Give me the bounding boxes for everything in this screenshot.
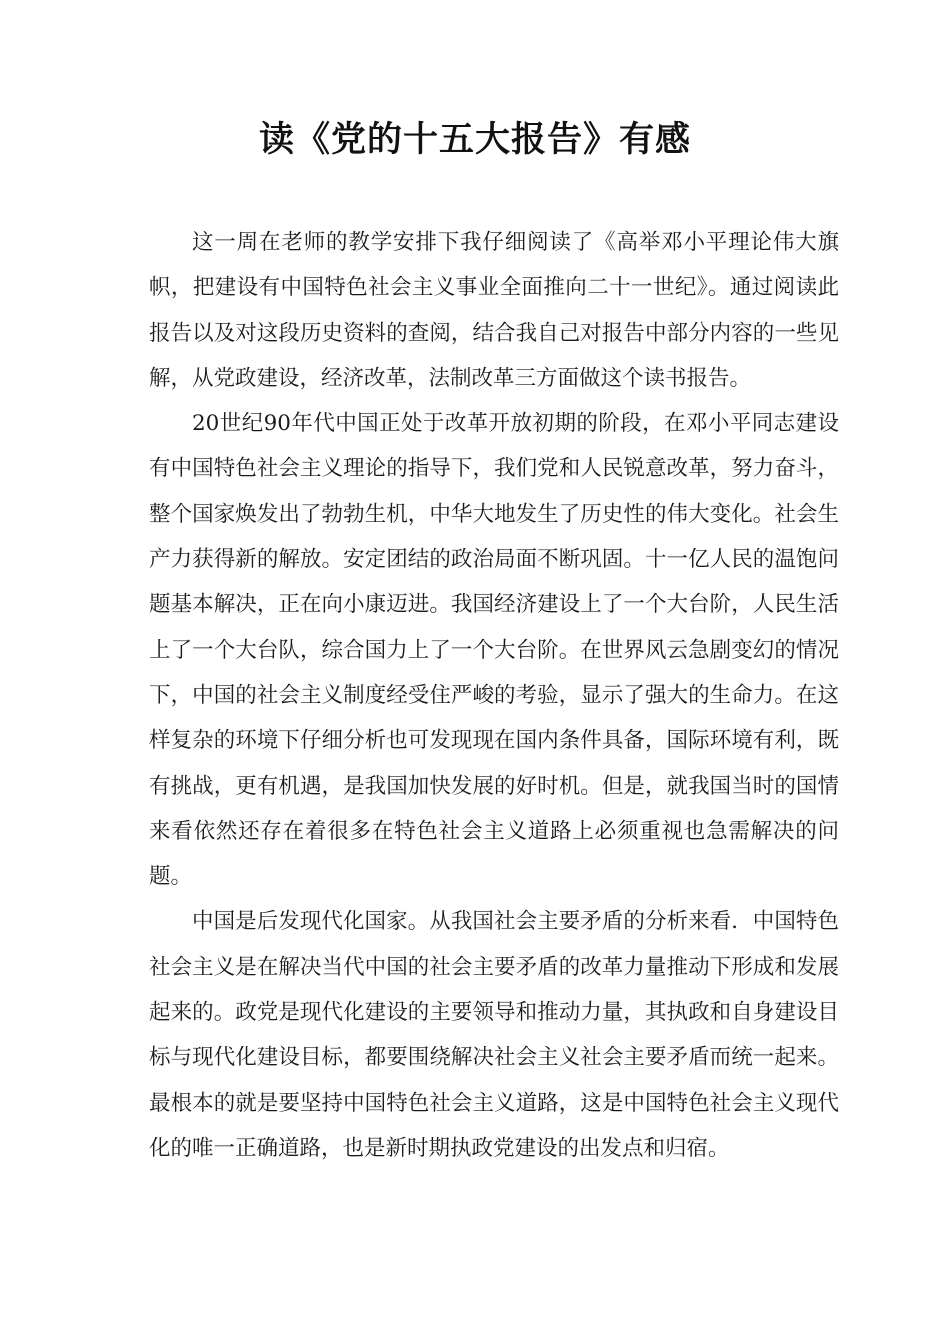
paragraph-1: 这一周在老师的教学安排下我仔细阅读了《高举邓小平理论伟大旗帜，把建设有中国特色社会主义事业全面推向二十一世纪》。通过阅读此报告以及对这段历史资料的查阅，结合我自己对报告中部分内容的一些见解，从党政建设，经济改革，法制改革三方面做这个读书报告。 bbox=[149, 230, 839, 391]
paragraph-2: 20世纪90年代中国正处于改革开放初期的阶段，在邓小平同志建设有中国特色社会主义理论的指导下，我们党和人民锐意改革，努力奋斗，整个国家焕发出了勃勃生机，中华大地发生了历史性的伟大变化。社会生产力获得新的解放。安定团结的政治局面不断巩固。十一亿人民的温饱问题基本解决，正在向小康迈进。我国经济建设上了一个大台阶，人民生活上了一个大台队，综合国力上了一个大台阶。在世界风云急剧变幻的情况下，中国的社会主义制度经受住严峻的考验，显示了强大的生命力。在这样复杂的环境下仔细分析也可发现现在国内条件具备，国际环境有利，既有挑战，更有机遇，是我国加快发展的好时机。但是，就我国当时的国情来看依然还存在着很多在特色社会主义道路上必须重视也急需解决的问题。 bbox=[149, 411, 839, 890]
document-title: 读《党的十五大报告》有感 bbox=[258, 120, 691, 160]
document-body bbox=[149, 220, 839, 1171]
paragraph-3: 中国是后发现代化国家。从我国社会主要矛盾的分析来看．中国特色社会主义是在解决当代中国的社会主要矛盾的改革力量推动下形成和发展起来的。政党是现代化建设的主要领导和推动力量，其执政和自身建设目标与现代化建设目标，都要围绕解决社会主义社会主要矛盾而统一起来。最根本的就是要坚持中国特色社会主义道路，这是中国特色社会主义现代化的唯一正确道路，也是新时期执政党建设的出发点和归宿。 bbox=[149, 909, 839, 1161]
